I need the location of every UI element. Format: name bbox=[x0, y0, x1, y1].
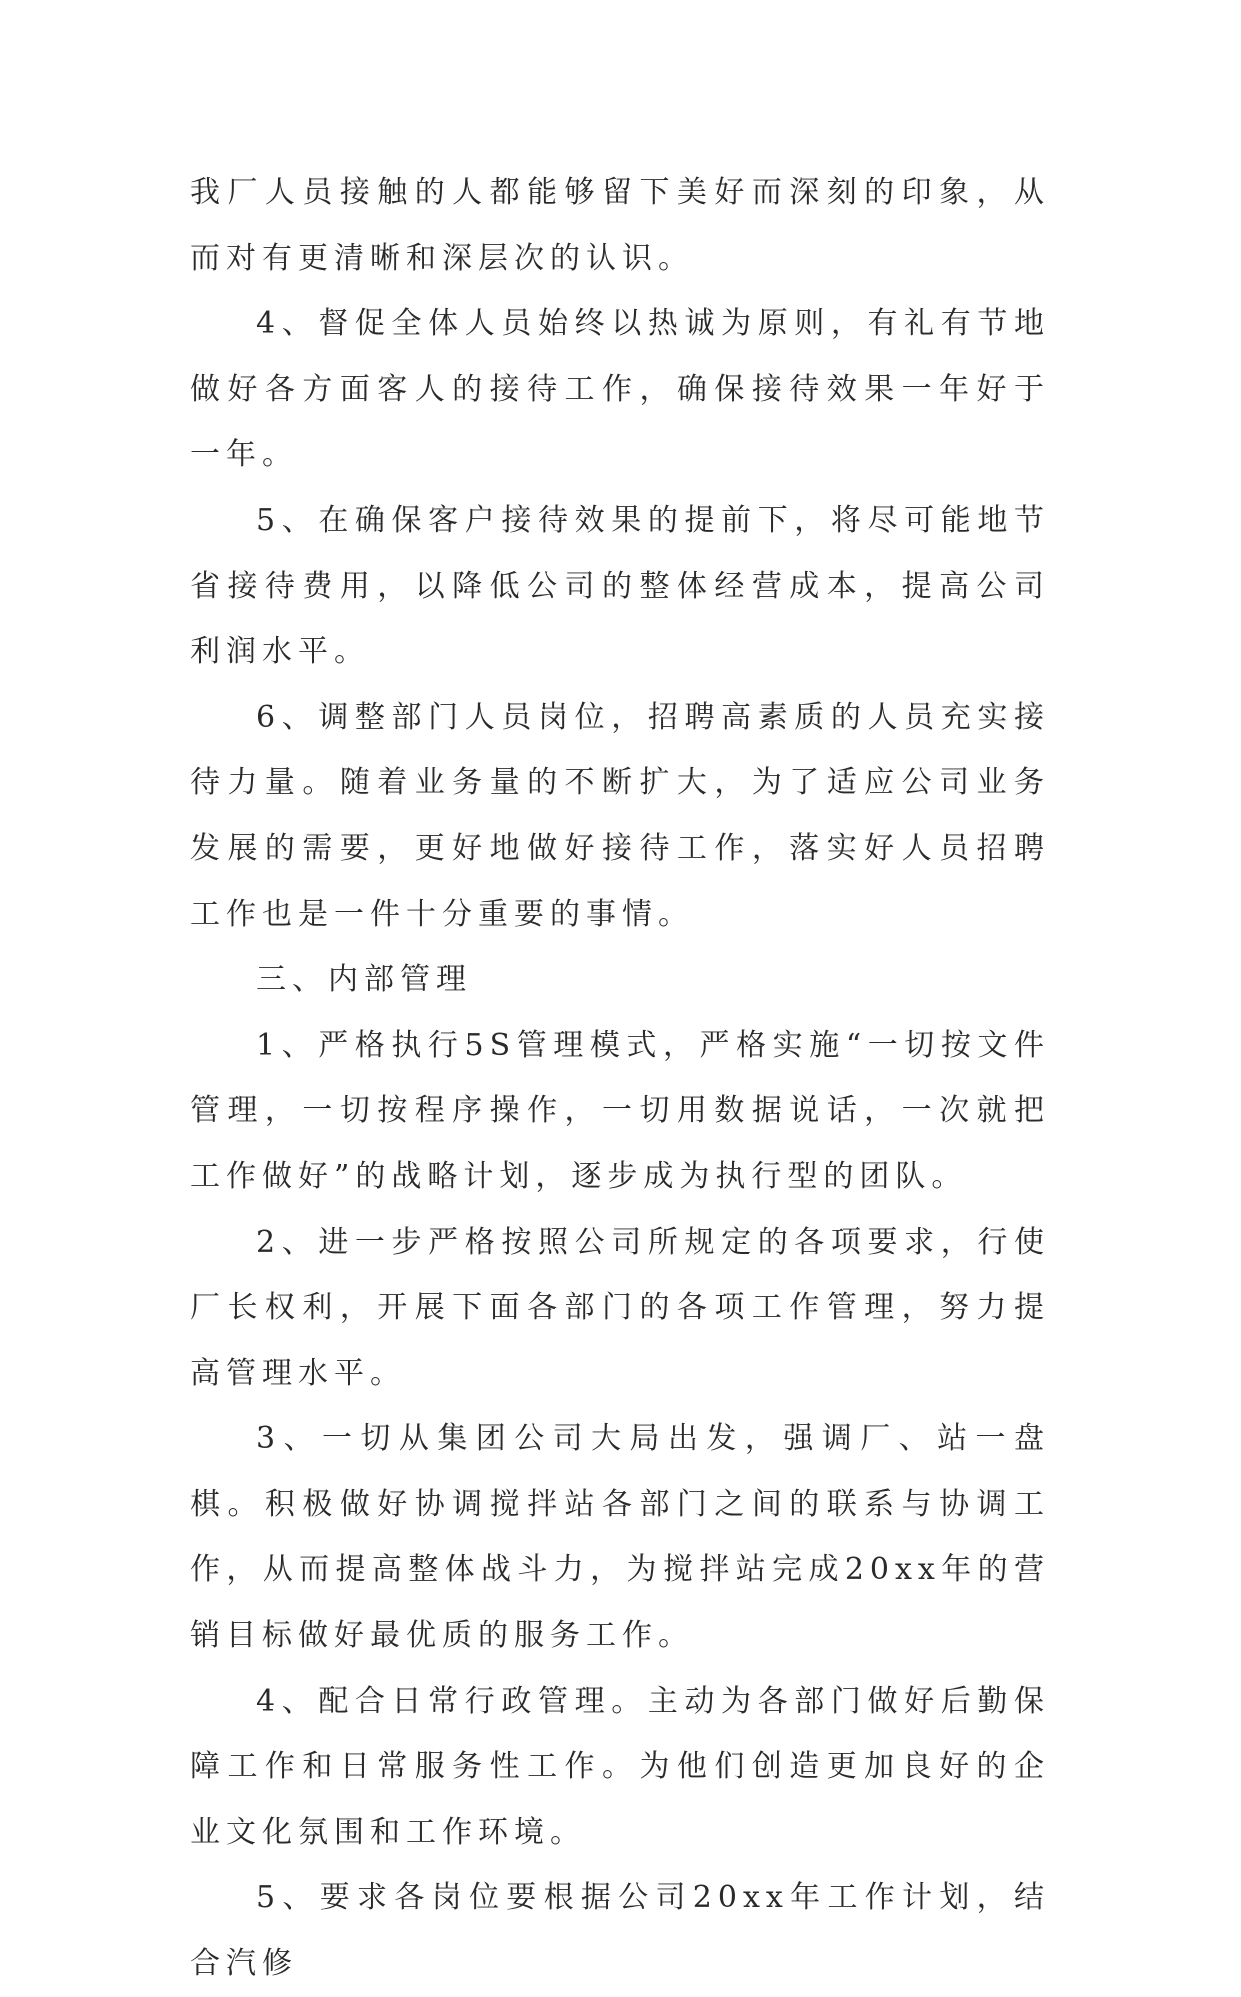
section-heading-internal-management: 三、内部管理 bbox=[256, 962, 472, 998]
document-body bbox=[190, 160, 1050, 1997]
paragraph-item-4-admin: 4、配合日常行政管理。主动为各部门做好后勤保障工作和日常服务性工作。为他们创造更加良好的企业文化氛围和工作环境。 bbox=[190, 1683, 1050, 1850]
paragraph-item-2-requirements: 2、进一步严格按照公司所规定的各项要求，行使厂长权利，开展下面各部门的各项工作管理，努力提高管理水平。 bbox=[190, 1224, 1050, 1391]
paragraph-item-6-staffing: 6、调整部门人员岗位，招聘高素质的人员充实接待力量。随着业务量的不断扩大，为了适应公司业务发展的需要，更好地做好接待工作，落实好人员招聘工作也是一件十分重要的事情。 bbox=[190, 699, 1050, 932]
paragraph-item-4-reception: 4、督促全体人员始终以热诚为原则，有礼有节地做好各方面客人的接待工作，确保接待效果一年好于一年。 bbox=[190, 306, 1050, 473]
paragraph-continuation: 我厂人员接触的人都能够留下美好而深刻的印象，从而对有更清晰和深层次的认识。 bbox=[190, 175, 1050, 276]
paragraph-item-1-5s: 1、严格执行5S管理模式，严格实施“一切按文件管理，一切按程序操作，一切用数据说话，一次就把工作做好”的战略计划，逐步成为执行型的团队。 bbox=[190, 1027, 1050, 1194]
paragraph-item-5-cost: 5、在确保客户接待效果的提前下，将尽可能地节省接待费用，以降低公司的整体经营成本，提高公司利润水平。 bbox=[190, 502, 1050, 670]
paragraph-item-3-group: 3、一切从集团公司大局出发，强调厂、站一盘棋。积极做好协调搅拌站各部门之间的联系与协调工作，从而提高整体战斗力，为搅拌站完成20xx年的营销目标做好最优质的服务工作。 bbox=[190, 1421, 1050, 1654]
paragraph-item-5-plan: 5、要求各岗位要根据公司20xx年工作计划，结合汽修 bbox=[190, 1880, 1050, 1982]
